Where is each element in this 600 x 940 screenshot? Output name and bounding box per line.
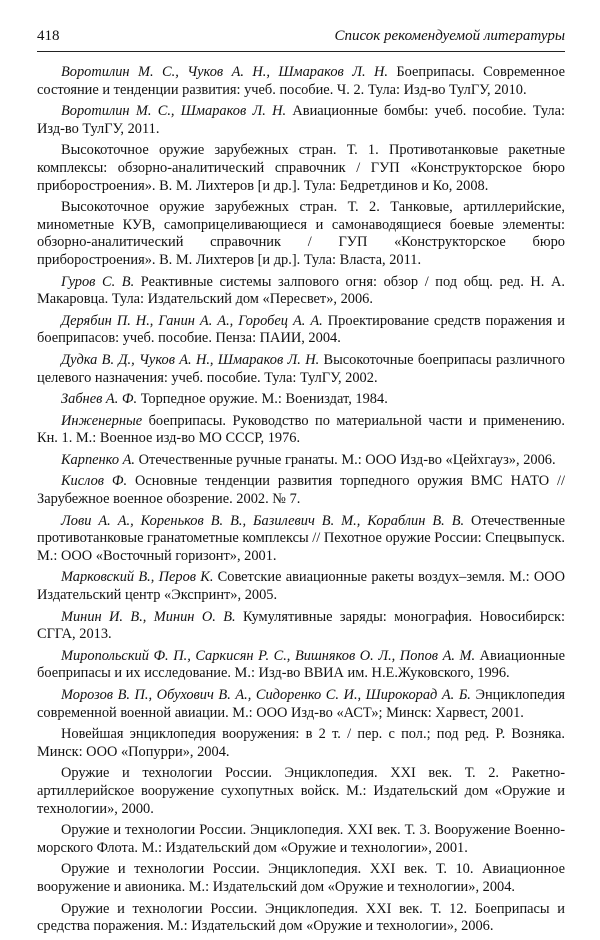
entry-authors: Воротилин М. С., Шмараков Л. Н.	[61, 103, 287, 120]
entry-text: Энциклопедия современной военной авиации. М.: ООО Изд-во «АСТ»; Минск: Харвест, 2001.	[37, 687, 565, 721]
entry-text: Проектирование средств поражения и боеприпасов: учеб. пособие. Пенза: ПАИИ, 2004.	[37, 312, 565, 347]
bibliography-entry	[37, 391, 565, 409]
entry-text: Оружие и технологии России. Энциклопедия. XXI век. Т. 2. Ракетно-артиллерийское вооружение сухопутных войск. М.: Издательский дом «Оружие и технологии», 2000.	[37, 765, 565, 817]
entry-authors: Воротилин М. С., Чуков А. Н., Шмараков Л. Н.	[61, 64, 388, 80]
bibliography-entry	[37, 274, 565, 309]
entry-text: Высокоточное оружие зарубежных стран. Т. 2. Танковые, артиллерийские, минометные КУВ, самоприцеливающиеся и самонаводящиеся боевые элементы: обзорно-аналитический справочник / ГУП «Конструкторское бюро приборостроения». В. М. Лихтеров [и др.]. Тула: Власта, 2011.	[37, 199, 565, 268]
entry-text: Новейшая энциклопедия вооружения: в 2 т. / пер. с пол.; под ред. Р. Возняка. Минск: ООО «Попурри», 2004.	[37, 726, 565, 760]
entry-text: Оружие и технологии России. Энциклопедия. XXI век. Т. 10. Авиационное вооружение и авионика. М.: Издательский дом «Оружие и технологии», 2004.	[37, 861, 565, 895]
entry-text: Кумулятивные заряды: монография. Новосибирск: СГГА, 2013.	[37, 608, 566, 643]
bibliography-entry	[37, 822, 565, 857]
entry-text: Оружие и технологии России. Энциклопедия. XXI век. Т. 12. Боеприпасы и средства поражения. М.: Издательский дом «Оружие и технологии», 2006.	[37, 900, 565, 935]
bibliography-list	[37, 64, 565, 940]
bibliography-entry	[37, 687, 565, 722]
entry-authors: Морозов В. П., Обухович В. А., Сидоренко С. И., Широкорад А. Б.	[61, 687, 471, 703]
entry-authors: Кислов Ф.	[61, 473, 128, 490]
entry-text: Высокоточные боеприпасы различного целевого назначения: учеб. пособие. Тула: ТулГУ, 2002.	[37, 351, 566, 386]
entry-authors: Дерябин П. Н., Ганин А. А., Горобец А. А.	[61, 312, 323, 329]
bibliography-entry	[37, 901, 565, 936]
entry-text: Оружие и технологии России. Энциклопедия. XXI век. Т. 3. Вооружение Военно-морского Флота. М.: Издательский дом «Оружие и технологии», 2001.	[37, 822, 565, 856]
bibliography-entry	[37, 569, 565, 604]
bibliography-entry	[37, 513, 565, 566]
bibliography-entry	[37, 103, 565, 138]
bibliography-entry	[37, 142, 565, 195]
bibliography-entry	[37, 473, 565, 508]
bibliography-entry	[37, 861, 565, 896]
entry-authors: Миропольский Ф. П., Саркисян Р. С., Вишняков О. Л., Попов А. М.	[61, 647, 476, 664]
entry-text: Отечественные противотанковые гранатометные комплексы // Пехотное оружие России: Спецвыпуск. М.: ООО «Восточный горизонт», 2001.	[37, 512, 565, 564]
entry-text: Реактивные системы залпового огня: обзор / под общ. ред. Н. А. Макаровца. Тула: Издательский дом «Пересвет», 2006.	[37, 273, 565, 308]
page-header	[37, 20, 565, 50]
entry-authors: Инженерные	[61, 412, 143, 429]
bibliography-entry	[37, 765, 565, 818]
entry-authors: Гуров С. В.	[61, 273, 135, 290]
entry-text: Высокоточное оружие зарубежных стран. Т. 1. Противотанковые ракетные комплексы: обзорно-аналитический справочник / ГУП «Конструкторское бюро приборостроения». В. М. Лихтеров [и др.]. Тула: Бедретдинов и Ко, 2008.	[37, 142, 565, 194]
entry-text: Основные тенденции развития торпедного оружия ВМС НАТО // Зарубежное военное обозрение. 2002. № 7.	[37, 473, 565, 508]
entry-authors: Дудка В. Д., Чуков А. Н., Шмараков Л. Н.	[61, 351, 320, 368]
entry-text: Отечественные ручные гранаты. М.: ООО Изд-во «Цейхгауз», 2006.	[135, 451, 556, 468]
bibliography-entry	[37, 452, 565, 470]
entry-text: Торпедное оружие. М.: Воениздат, 1984.	[137, 391, 388, 408]
entry-authors: Марковский В., Перов К.	[61, 569, 214, 586]
bibliography-entry	[37, 726, 565, 761]
entry-text: Авиационные бомбы: учеб. пособие. Тула: Изд-во ТулГУ, 2011.	[37, 103, 565, 137]
bibliography-entry	[37, 199, 565, 269]
bibliography-entry	[37, 648, 565, 683]
bibliography-entry	[37, 352, 565, 387]
bibliography-entry	[37, 313, 565, 348]
entry-text: боеприпасы. Руководство по материальной части и применению. Кн. 1. М.: Военное изд-во МО СССР, 1976.	[37, 412, 565, 447]
running-title: Список рекомендуемой литературы	[334, 28, 565, 44]
entry-text: Боеприпасы. Современное состояние и тенденции развития: учеб. пособие. Ч. 2. Тула: Изд-во ТулГУ, 2010.	[37, 64, 565, 98]
bibliography-entry	[37, 413, 565, 448]
entry-authors: Лови А. А., Кореньков В. В., Базилевич В. М., Кораблин В. В.	[61, 512, 465, 529]
bibliography-entry	[37, 64, 565, 99]
entry-authors: Минин И. В., Минин О. В.	[61, 608, 236, 625]
entry-text: Авиационные боеприпасы и их исследование. М.: Изд-во ВВИА им. Н.Е.Жуковского, 1996.	[37, 647, 565, 682]
page-number: 418	[37, 28, 60, 44]
entry-authors: Забнев А. Ф.	[61, 391, 138, 408]
bibliography-entry	[37, 609, 565, 644]
entry-text: Советские авиационные ракеты воздух–земля. М.: ООО Издательский центр «Экспринт», 2005.	[37, 569, 565, 604]
entry-authors: Карпенко А.	[61, 451, 136, 468]
header-rule	[37, 51, 565, 52]
